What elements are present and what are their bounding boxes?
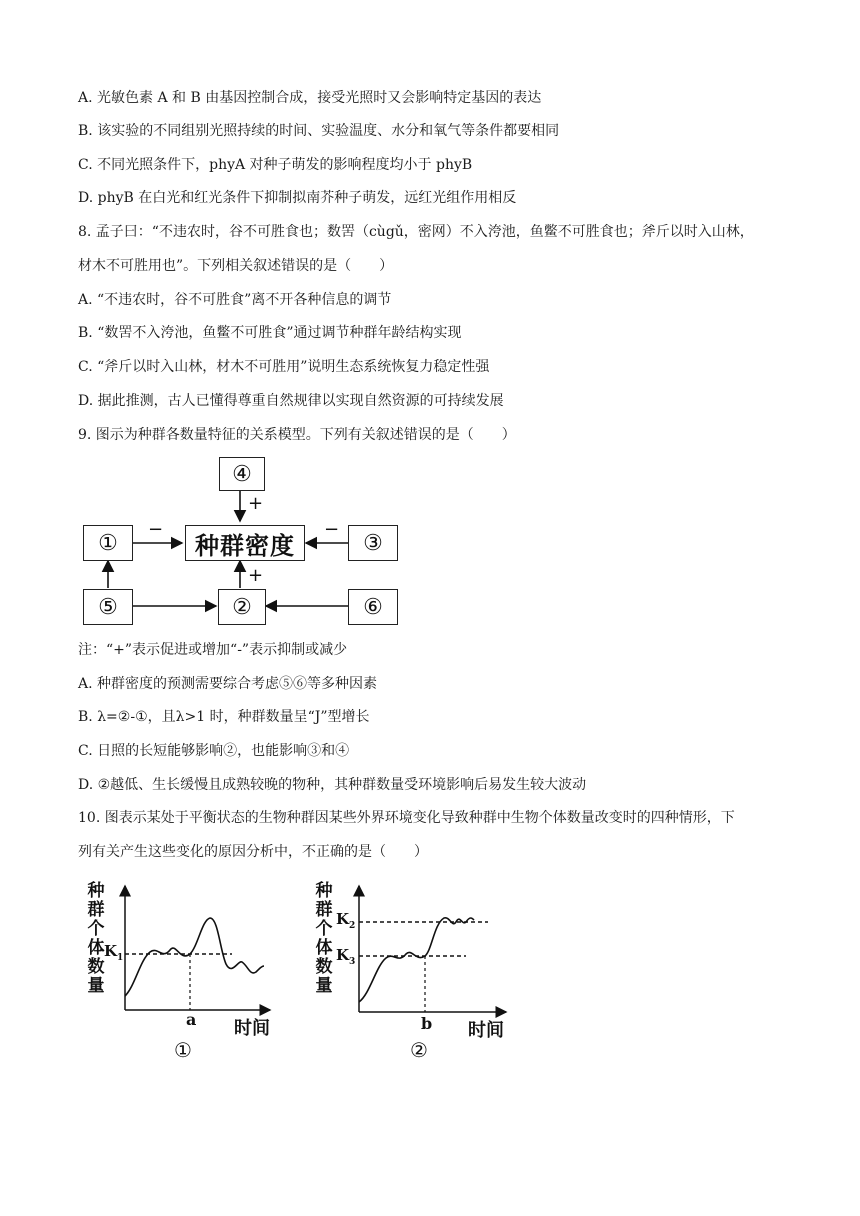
q8-stem-line2: 材木不可胜用也”。下列相关叙述错误的是（ ） bbox=[78, 258, 394, 274]
q9-option-a: A. 种群密度的预测需要综合考虑⑤⑥等多种因素 bbox=[78, 676, 378, 692]
q7-option-a: A. 光敏色素 A 和 B 由基因控制合成，接受光照时又会影响特定基因的表达 bbox=[78, 90, 542, 106]
q9-note: 注：“+”表示促进或增加“-”表示抑制或减少 bbox=[78, 642, 348, 658]
graph-2-curve bbox=[359, 918, 474, 1002]
graph-1-y-char: 量 bbox=[87, 976, 105, 996]
q9-option-b: B. λ=②-①，且λ>1 时，种群数量呈“J”型增长 bbox=[78, 709, 370, 725]
graph-2-y-char: 数 bbox=[315, 957, 333, 977]
q8-option-d: D. 据此推测，古人已懂得尊重自然规律以实现自然资源的可持续发展 bbox=[78, 393, 504, 409]
graph-1-y-char: 个 bbox=[87, 919, 105, 939]
plus-sign-bottom: + bbox=[248, 565, 264, 586]
node-population-density: 种群密度 bbox=[185, 525, 305, 561]
minus-sign-left: − bbox=[148, 519, 164, 540]
graph-1-y-char: 群 bbox=[87, 900, 105, 920]
graph-2-y-label bbox=[314, 882, 334, 996]
node-1: ① bbox=[83, 525, 133, 561]
q9-option-c: C. 日照的长短能够影响②，也能影响③和④ bbox=[78, 743, 350, 759]
graph-2-mark-b: b bbox=[421, 1014, 433, 1033]
q8-option-b: B. “数罟不入洿池，鱼鳖不可胜食”通过调节种群年龄结构实现 bbox=[78, 325, 462, 341]
node-5: ⑤ bbox=[83, 589, 133, 625]
q9-stem: 9. 图示为种群各数量特征的关系模型。下列有关叙述错误的是（ ） bbox=[78, 427, 516, 443]
q7-option-d: D. phyB 在白光和红光条件下抑制拟南芥种子萌发，远红光组作用相反 bbox=[78, 190, 517, 206]
graph-2-k2-label bbox=[336, 910, 355, 931]
graph-1-k-label bbox=[104, 942, 123, 963]
q9-option-d: D. ②越低、生长缓慢且成熟较晚的物种，其种群数量受环境影响后易发生较大波动 bbox=[78, 777, 587, 793]
graph-2-y-char: 种 bbox=[315, 881, 333, 901]
plus-sign-top: + bbox=[248, 493, 264, 514]
q7-option-c: C. 不同光照条件下，phyA 对种子萌发的影响程度均小于 phyB bbox=[78, 157, 473, 173]
q8-option-a: A. “不违农时，谷不可胜食”离不开各种信息的调节 bbox=[78, 292, 392, 308]
graph-1-k-text: K bbox=[104, 942, 118, 960]
graph-1-y-char: 体 bbox=[87, 938, 105, 958]
graph-1-caption: ① bbox=[174, 1038, 192, 1062]
graph-1-mark-a: a bbox=[186, 1010, 197, 1029]
graph-2-k3-text: K bbox=[336, 946, 350, 964]
graph-1-y-char: 数 bbox=[87, 957, 105, 977]
q9-diagram bbox=[80, 455, 420, 630]
node-6: ⑥ bbox=[348, 589, 398, 625]
graph-2-caption: ② bbox=[410, 1038, 428, 1062]
graph-1-x-label: 时间 bbox=[234, 1018, 270, 1039]
graph-2-k2-text: K bbox=[336, 910, 350, 928]
graph-2-k2-sub: 2 bbox=[349, 921, 356, 931]
q7-option-b: B. 该实验的不同组别光照持续的时间、实验温度、水分和氧气等条件都要相同 bbox=[78, 123, 560, 139]
q10-graph-1 bbox=[80, 880, 280, 1065]
q10-stem-line2: 列有关产生这些变化的原因分析中，不正确的是（ ） bbox=[78, 844, 428, 860]
q10-stem-line1: 10. 图表示某处于平衡状态的生物种群因某些外界环境变化导致种群中生物个体数量改变时的四种情形，下 bbox=[78, 810, 735, 826]
node-4: ④ bbox=[219, 457, 265, 491]
graph-2-x-label: 时间 bbox=[468, 1020, 504, 1041]
graph-1-y-char: 种 bbox=[87, 881, 105, 901]
node-3: ③ bbox=[348, 525, 398, 561]
graph-2-k3-label bbox=[336, 946, 355, 967]
q8-stem-line1: 8. 孟子曰：“不违农时，谷不可胜食也；数罟（cùgǔ，密网）不入洿池，鱼鳖不可胜食也；斧斤以时入山林， bbox=[78, 224, 754, 240]
graph-1-y-label bbox=[86, 882, 106, 996]
node-2: ② bbox=[218, 589, 266, 625]
q10-graph-2 bbox=[312, 880, 512, 1065]
minus-sign-right: − bbox=[324, 519, 340, 540]
graph-2-y-char: 体 bbox=[315, 938, 333, 958]
graph-2-k3-sub: 3 bbox=[349, 957, 356, 967]
graph-2-y-char: 个 bbox=[315, 919, 333, 939]
q8-option-c: C. “斧斤以时入山林，材木不可胜用”说明生态系统恢复力稳定性强 bbox=[78, 359, 490, 375]
graph-2-y-char: 群 bbox=[315, 900, 333, 920]
graph-1-k-sub: 1 bbox=[117, 953, 124, 963]
graph-2-y-char: 量 bbox=[315, 976, 333, 996]
graph-1-curve bbox=[125, 918, 264, 996]
